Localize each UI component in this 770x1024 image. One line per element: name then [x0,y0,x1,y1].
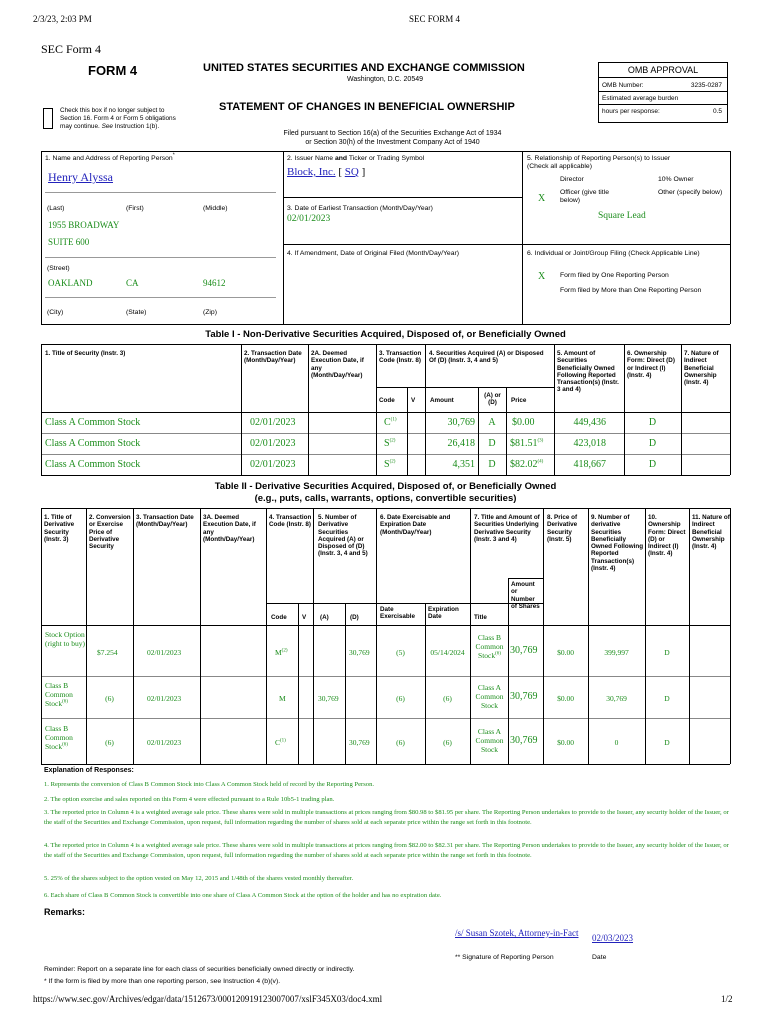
footnote-3: 3. The reported price in Column 4 is a weighted average sale price. These shares were sold in multiple transactions at prices ranging from $80.98 to $81.95 per share. The Reporting Person undertakes to provide to the Issuer, any security holder of the Issuer, or the staff of the Securities and Exchange Commission, upon request, full information regarding the number of shares sold at each separate price within the range set forth in this footnote. [44,809,729,826]
officer-title: Square Lead [598,211,646,221]
t2-r1-date: 02/01/2023 [147,648,182,657]
commission-city: Washington, D.C. 20549 [347,76,424,83]
reminder-line2: * If the form is filed by more than one reporting person, see Instruction 4 (b)(v). [44,978,281,985]
ticker-link[interactable]: SQ [344,166,359,178]
street-label: (Street) [47,265,70,272]
t1-r3-price: $82.02$^{(4)}$ [510,459,544,470]
t1-r2-owned: 423,018 [573,438,606,449]
t1-h-amount: Amount [430,397,454,404]
box3-label: 3. Date of Earliest Transaction (Month/Day/Year) [287,205,433,212]
t1-r2-date: 02/01/2023 [250,438,296,449]
issuer-link[interactable]: Block, Inc. [287,166,336,178]
one-person-label: Form filed by One Reporting Person [560,272,669,279]
checkbox-instruction: Check this box if no longer subject to Section 16. Form 4 or Form 5 obligations may continue. See Instruction 1(b). [60,107,176,130]
date-label: Date [592,954,607,961]
t2-h-expiration: Expiration Date [428,606,459,621]
t2-r2-amount: 30,769 [510,691,538,702]
t2-r3-exp: (6) [443,738,452,747]
officer-mark: X [538,193,546,204]
t2-r2-exp: (6) [443,694,452,703]
t1-r1-date: 02/01/2023 [250,417,296,428]
t1-r1-code: $C^{(1)}$ [384,417,397,428]
commission-title: UNITED STATES SECURITIES AND EXCHANGE COMMISSION [203,62,525,74]
t2-r1-code: $M^{(2)}$ [275,648,288,657]
signature-name: /s/ Susan Szotek, Attorney-in-Fact [455,928,579,938]
t1-r3-date: 02/01/2023 [250,459,296,470]
t2-h-conversion: 2. Conversion or Exercise Price of Derivative Security [89,514,131,551]
t1-r3-owned: 418,667 [573,459,606,470]
t2-r2-owned: 30,769 [606,694,627,703]
t2-r1-owned: 399,997 [604,648,629,657]
t2-r3-owned: 0 [614,738,619,747]
t2-h-code: 4. Transaction Code (Instr. 8) [269,514,312,529]
t2-r3-price: (6) [105,738,114,747]
t2-h-a: (A) [320,614,329,621]
t1-h-form: 6. Ownership Form: Direct (D) or Indirect (I) (Instr. 4) [627,350,675,379]
t2-h-v: V [302,614,307,621]
address-city: OAKLAND [48,278,93,288]
t2-r2-title: Class B Common Stock$^{(6)}$ [45,681,73,708]
t2-r1-title: Stock Option (right to buy) [45,630,85,648]
print-page-title: SEC FORM 4 [409,14,461,24]
t2-h-code-sub: Code [271,614,287,621]
t1-r1-title: Class A Common Stock [45,417,141,428]
t2-r2-dprice: $0.00 [557,694,574,703]
officer-label: Officer (give title below) [560,189,609,204]
t2-r3-d: 30,769 [349,738,370,747]
omb-number: 3235-0287 [690,82,722,89]
explanation-title: Explanation of Responses: [44,767,134,774]
t2-r2-price: (6) [105,694,114,703]
t2-r1-price: $7.254 [97,648,118,657]
print-page-number: 1/2 [721,994,733,1004]
t2-r1-utitle: Class B Common Stock$^{(6)}$ [475,633,504,660]
omb-title: OMB APPROVAL [599,63,727,78]
box4-label: 4. If Amendment, Date of Original Filed (Month/Day/Year) [287,250,460,257]
issuer-line: Block, Inc. [ SQ ] [287,166,366,178]
t1-h-code: 3. Transaction Code (Instr. 8) [379,350,422,365]
sec-form-label: SEC Form 4 [41,42,102,56]
t1-h-code-sub: Code [379,397,395,404]
t2-r3-dprice: $0.00 [557,738,574,747]
more-persons-label: Form filed by More than One Reporting Person [560,287,702,294]
t2-r2-code: M [279,694,286,703]
table2-title: Table II - Derivative Securities Acquired, Disposed of, or Beneficially Owned (e.g., puts, calls, warrants, options, convertible securities) [214,481,557,504]
t1-h-acquired: 4. Securities Acquired (A) or Disposed Of (D) (Instr. 3, 4 and 5) [429,350,544,365]
t1-r2-code: $S^{(2)}$ [384,438,396,449]
t1-r2-ad: D [488,438,496,449]
t1-r2-price: $81.51$^{(3)}$ [510,438,544,449]
print-datetime: 2/3/23, 2:03 PM [33,14,92,24]
t2-h-date: 3. Transaction Date (Month/Day/Year) [136,514,194,529]
last-label: (Last) [47,205,65,212]
t2-h-nature: 11. Nature of Indirect Beneficial Ownership (Instr. 4) [692,514,730,551]
t1-h-deemed: 2A. Deemed Execution Date, if any (Month/Day/Year) [311,350,364,379]
t2-h-deemed: 3A. Deemed Execution Date, if any (Month/Day/Year) [203,514,256,543]
t2-r2-exer: (6) [396,694,405,703]
director-label: Director [560,176,584,183]
t1-r1-price: $0.00 [512,417,535,428]
t2-r3-amount: 30,769 [510,735,538,746]
t2-r3-code: $C^{(1)}$ [275,738,286,747]
table1-title: Table I - Non-Derivative Securities Acquired, Disposed of, or Beneficially Owned [205,329,566,340]
address-line2: SUITE 600 [48,237,90,247]
reminder-line1: Reminder: Report on a separate line for each class of securities beneficially owned directly or indirectly. [44,966,355,973]
address-state: CA [126,278,139,288]
footnote-6: 6. Each share of Class B Common Stock is convertible into one share of Class A Common Stock at the option of the holder and has no expiration date. [44,892,442,899]
first-label: (First) [126,205,144,212]
city-label: (City) [47,309,64,316]
footnote-5: 5. 25% of the shares subject to the option vested on May 12, 2015 and 1/48th of the shares vested monthly thereafter. [44,875,354,882]
t1-h-v: V [411,397,416,404]
form-title: FORM 4 [88,63,138,78]
address-line1: 1955 BROADWAY [48,220,120,230]
t2-r1-dprice: $0.00 [557,648,574,657]
signature-date: 02/03/2023 [592,933,634,943]
t1-r2-title: Class A Common Stock [45,438,141,449]
t1-h-price: Price [511,397,527,404]
t2-r1-exp: 05/14/2024 [430,648,465,657]
t2-r3-title: Class B Common Stock$^{(6)}$ [45,724,73,751]
omb-hours: 0.5 [712,108,722,115]
t2-h-d: (D) [350,614,359,621]
t1-r1-amount: 30,769 [447,417,475,428]
t1-r3-form: D [648,459,657,470]
t1-r2-amount: 26,418 [447,438,475,449]
omb-burden-label: Estimated average burden [602,95,679,102]
t1-r3-amount: 4,351 [452,459,475,470]
footnote-1: 1. Represents the conversion of Class B Common Stock into Class A Common Stock held of record by the Reporting Person. [44,781,375,788]
print-url: https://www.sec.gov/Archives/edgar/data/1512673/000120919123007007/xslF345X03/doc4.xml [33,994,383,1004]
t2-h-underlying: 7. Title and Amount of Securities Underlying Derivative Security (Instr. 3 and 4) [474,514,540,543]
t2-h-number: 5. Number of Derivative Securities Acquired (A) or Disposed of (D) (Instr. 3, 4 and 5) [318,514,368,558]
omb-approval-box [598,62,728,123]
t2-r3-date: 02/01/2023 [147,738,182,747]
filed-pursuant: Filed pursuant to Section 16(a) of the Securities Exchange Act of 1934 or Section 30(h) of the Investment Company Act of 1940 [283,130,502,146]
t2-r1-form: D [664,648,670,657]
one-person-mark: X [538,271,546,282]
t2-r2-a: 30,769 [318,694,339,703]
statement-title: STATEMENT OF CHANGES IN BENEFICIAL OWNERSHIP [219,101,515,113]
t1-h-title: 1. Title of Security (Instr. 3) [45,350,126,357]
box6-label: 6. Individual or Joint/Group Filing (Check Applicable Line) [527,250,700,257]
t1-h-ad: (A) or (D) [484,392,501,407]
omb-hours-label: hours per response: [602,108,660,115]
t1-r3-code: $S^{(2)}$ [384,459,396,470]
t2-h-title: 1. Title of Derivative Security (Instr. 3) [44,514,75,543]
t1-h-nature: 7. Nature of Indirect Beneficial Ownership (Instr. 4) [684,350,719,387]
footnote-4: 4. The reported price in Column 4 is a weighted average sale price. These shares were sold in multiple transactions at prices ranging from $82.00 to $82.31 per share. The Reporting Person undertakes to provide to the Issuer, any security holder of the Issuer, or the staff of the Securities and Exchange Commission, upon request, full information regarding the number of shares sold at each separate price within the range set forth in this footnote. [44,842,729,859]
box1-label: 1. Name and Address of Reporting Person* [45,152,175,162]
other-label: Other (specify below) [658,189,723,196]
t2-r3-form: D [664,738,670,747]
no-longer-subject-checkbox[interactable] [43,108,53,129]
state-label: (State) [126,309,147,316]
t1-r3-ad: D [488,459,496,470]
ten-percent-owner-label: 10% Owner [658,176,694,183]
t2-h-title-sub: Title [474,614,487,621]
t2-r2-form: D [664,694,670,703]
footnote-2: 2. The option exercise and sales reported on this Form 4 were effected pursuant to a Rule 10b5-1 trading plan. [44,796,335,803]
t2-h-amount: Amount or Number of Shares [511,581,540,610]
earliest-transaction-date: 02/01/2023 [287,214,331,224]
t2-r3-utitle: Class A Common Stock [475,727,504,754]
remarks-title: Remarks: [44,907,86,917]
t2-h-price: 8. Price of Derivative Security (Instr. 5) [547,514,578,543]
t1-r3-title: Class A Common Stock [45,459,141,470]
t1-r2-form: D [648,438,657,449]
t2-r1-d: 30,769 [349,648,370,657]
reporting-person-name-link[interactable]: Henry Alyssa [48,170,113,184]
t2-r3-exer: (6) [396,738,405,747]
omb-number-label: OMB Number: [602,82,644,89]
t2-h-form: 10. Ownership Form: Direct (D) or Indirect (I) (Instr. 4) [648,514,686,558]
t2-r1-amount: 30,769 [510,645,538,656]
t1-h-date: 2. Transaction Date (Month/Day/Year) [244,350,302,365]
t2-h-date-exercisable: Date Exercisable [380,606,416,621]
signature-label: ** Signature of Reporting Person [455,954,554,961]
address-zip: 94612 [203,278,226,288]
box5-label: 5. Relationship of Reporting Person(s) to Issuer (Check all applicable) [527,155,671,170]
t1-r1-form: D [648,417,657,428]
t1-r1-ad: A [488,417,496,428]
t2-r1-exer: (5) [396,648,405,657]
zip-label: (Zip) [203,309,217,316]
t2-r2-utitle: Class A Common Stock [475,683,504,710]
t1-r1-owned: 449,436 [573,417,606,428]
t2-r2-date: 02/01/2023 [147,694,182,703]
t1-h-owned: 5. Amount of Securities Beneficially Owned Following Reported Transaction(s) (Instr. 3 and 4) [557,350,619,394]
t2-h-owned: 9. Number of derivative Securities Beneficially Owned Following Reported Transaction(s) (Instr. 4) [591,514,644,573]
middle-label: (Middle) [203,205,228,212]
box2-label: 2. Issuer Name and Ticker or Trading Symbol [287,155,425,162]
t2-h-exercisable: 6. Date Exercisable and Expiration Date (Month/Day/Year) [380,514,451,536]
